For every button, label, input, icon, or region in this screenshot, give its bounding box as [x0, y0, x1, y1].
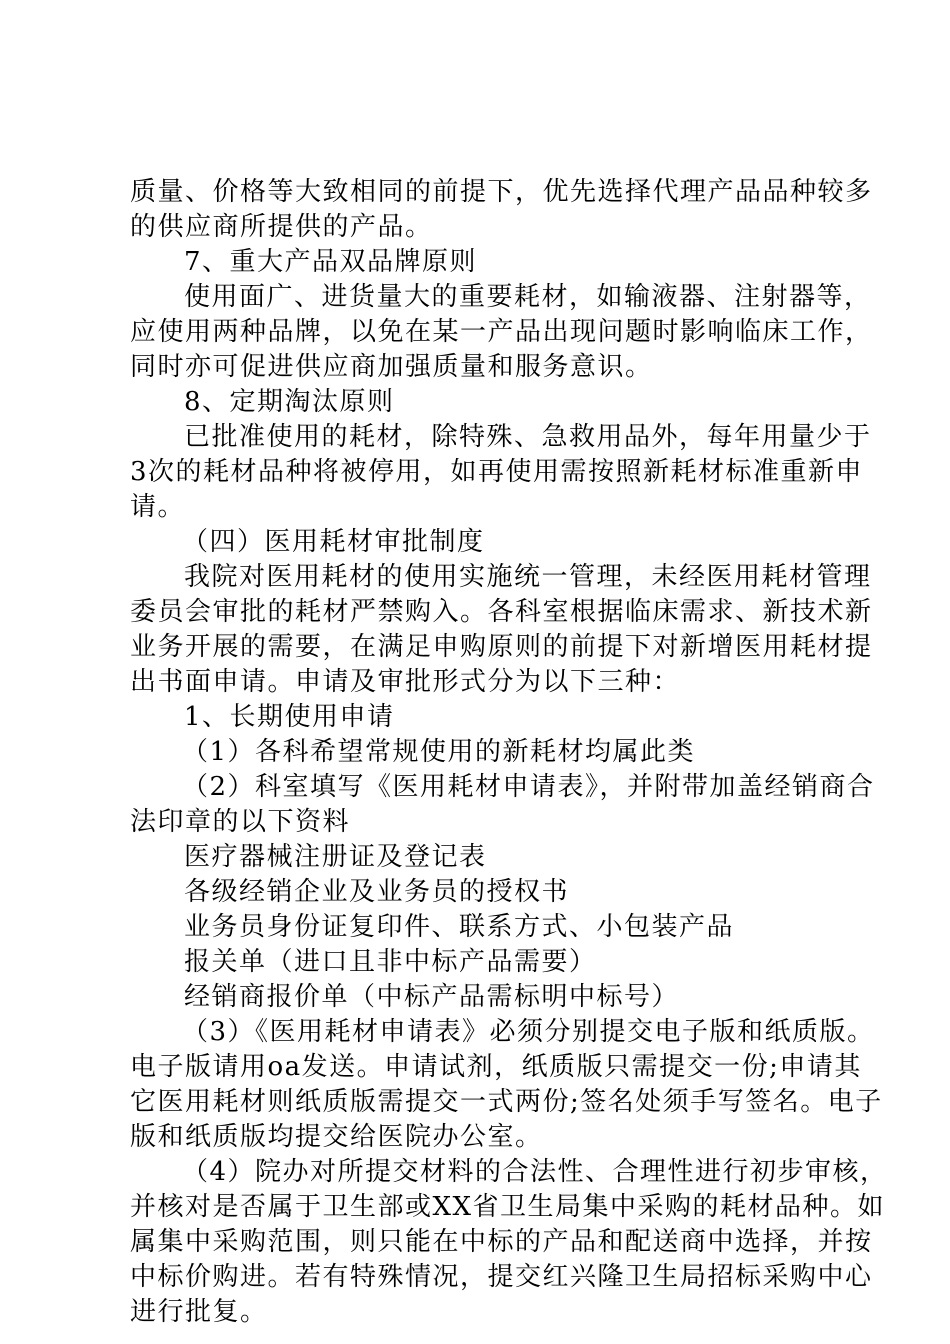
text-line: （4）院办对所提交材料的合法性、合理性进行初步审核， — [182, 1157, 888, 1187]
text-line: 使用面广、进货量大的重要耗材，如输液器、注射器等， — [184, 282, 872, 312]
text-line: （2）科室填写《医用耗材申请表》，并附带加盖经销商合 — [182, 772, 875, 802]
text-line: 的供应商所提供的产品。 — [130, 212, 433, 242]
text-line: 出书面申请。申请及审批形式分为以下三种： — [130, 667, 681, 697]
text-line: 进行批复。 — [130, 1297, 268, 1327]
document-body — [130, 175, 888, 1330]
text-line: 报关单（进口且非中标产品需要） — [184, 947, 597, 977]
text-line: 版和纸质版均提交给医院办公室。 — [130, 1122, 543, 1152]
text-line: 已批准使用的耗材，除特殊、急救用品外，每年用量少于 — [184, 422, 872, 452]
text-line: 各级经销企业及业务员的授权书 — [184, 877, 570, 907]
text-line: 我院对医用耗材的使用实施统一管理，未经医用耗材管理 — [184, 562, 872, 592]
text-line: 并核对是否属于卫生部或XX省卫生局集中采购的耗材品种。如 — [130, 1192, 886, 1222]
text-line: 3次的耗材品种将被停用，如再使用需按照新耗材标准重新申 — [130, 457, 864, 487]
text-line: 中标价购进。若有特殊情况，提交红兴隆卫生局招标采购中心 — [130, 1262, 873, 1292]
text-line: 应使用两种品牌，以免在某一产品出现问题时影响临床工作， — [130, 317, 873, 347]
text-line: 它医用耗材则纸质版需提交一式两份;签名处须手写签名。电子 — [130, 1087, 883, 1117]
text-line: 业务开展的需要，在满足申购原则的前提下对新增医用耗材提 — [130, 632, 873, 662]
text-line: 委员会审批的耗材严禁购入。各科室根据临床需求、新技术新 — [130, 597, 873, 627]
text-line: 质量、价格等大致相同的前提下，优先选择代理产品品种较多 — [130, 177, 873, 207]
text-line: 法印章的以下资料 — [130, 807, 351, 837]
text-line: 经销商报价单（中标产品需标明中标号） — [184, 982, 680, 1012]
text-line: 1、长期使用申请 — [184, 702, 395, 732]
text-line: 请。 — [130, 492, 186, 522]
text-line: 属集中采购范围，则只能在中标的产品和配送商中选择，并按 — [130, 1227, 873, 1257]
text-line: 业务员身份证复印件、联系方式、小包装产品 — [184, 912, 735, 942]
text-line: 电子版请用oa发送。申请试剂，纸质版只需提交一份;申请其 — [130, 1052, 862, 1082]
text-line: 8、定期淘汰原则 — [184, 387, 395, 417]
text-line: 医疗器械注册证及登记表 — [184, 842, 487, 872]
text-line: 同时亦可促进供应商加强质量和服务意识。 — [130, 352, 653, 382]
text-line: （3）《医用耗材申请表》必须分别提交电子版和纸质版。 — [182, 1017, 875, 1047]
text-line: （1）各科希望常规使用的新耗材均属此类 — [182, 737, 696, 767]
text-line: 7、重大产品双品牌原则 — [184, 247, 478, 277]
text-line: （四）医用耗材审批制度 — [182, 527, 485, 557]
